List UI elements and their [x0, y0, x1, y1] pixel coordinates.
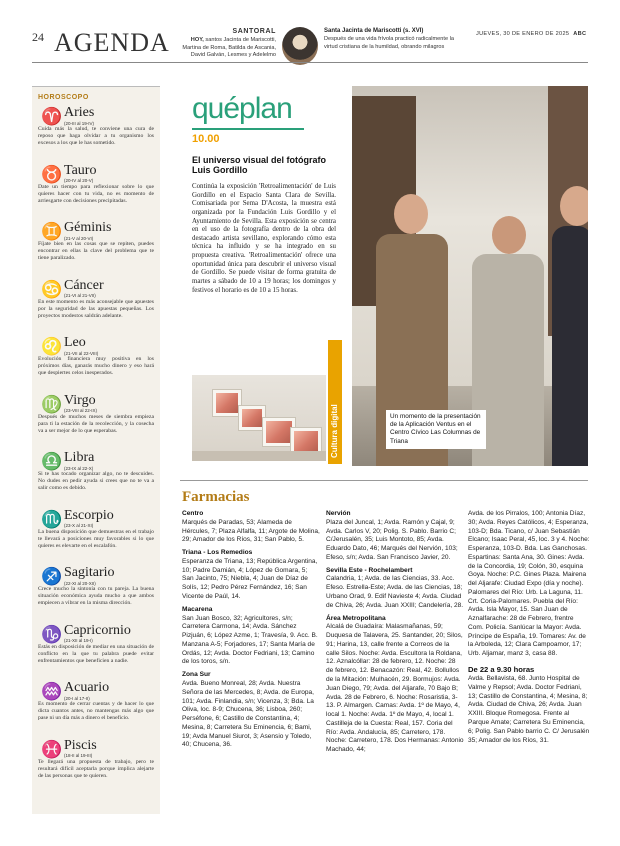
sign-dates: (20-IV al 20-V): [64, 178, 94, 184]
santoral-text: [176, 37, 276, 60]
horoscope-sign: [38, 221, 154, 279]
district-heading: Nervión: [326, 510, 351, 517]
farmacias-column-2: [326, 510, 464, 755]
pharmacy-list: Esperanza de Triana, 13; República Argentina, 10; Padre Damián, 4; López de Gomara, 5; San Jacinto, 75; Niebla, 4; Juan de Díaz de Solís, 12; Pedro Pérez Fernández, 16; San Vicente de Paúl, 14.: [182, 557, 318, 601]
santoral-title: SANTORAL: [232, 28, 276, 35]
horoscope-sign: [38, 164, 154, 222]
sign-dates: (18-II al 19-III): [64, 753, 93, 759]
sign-text: La buena disposición que demuestras en el trabajo te llevará a posiciones muy favorables si lo que quieres es elevarte en el escalafón.: [38, 528, 154, 549]
queplan-logo-rule: [192, 128, 304, 130]
horoscope-sign: [38, 279, 154, 337]
photo-caption: Un momento de la presentación de la Aplicación Ventus en el Centro Cívico Las Columnas de Triana: [386, 410, 486, 449]
sign-text: Te llegará una propuesta de trabajo, pero te resultará difícil aceptarla porque implica alejarte de las personas que te quieren.: [38, 758, 154, 779]
zodiac-icon: ♈: [41, 107, 63, 126]
sign-dates: (22-XI al 20-XII): [64, 580, 96, 586]
sign-dates: (20-III al 19-IV): [64, 120, 95, 126]
santoral-block: [176, 28, 276, 60]
sign-name: Cáncer: [64, 277, 104, 293]
sign-text: Cuida más la salud, te conviene una cura de reposo que haga olvidar a tu organismo los excesos a los que le has sometido.: [38, 126, 154, 147]
section-title: AGENDA: [54, 28, 170, 57]
paper-name: ABC: [573, 31, 587, 37]
sign-dates: (20-I al 17-II): [64, 695, 90, 701]
sign-dates: (23-X al 21-XI): [64, 523, 94, 529]
horoscope-sign: [38, 336, 154, 394]
zodiac-icon: ♐: [41, 567, 63, 586]
sign-dates: (21-XII al 19-I): [64, 638, 93, 644]
santoral-lead: HOY,: [190, 37, 204, 43]
horoscope-sign: [38, 624, 154, 682]
sign-text: Estás en disposición de mediar en una situación de conflicto en la que tu palabra puede evitar enfrentamientos que beneficien a nadie.: [38, 643, 154, 664]
sign-text: Es momento de cerrar cuentas y de hacer lo que dicta cuantos antes, no mantengas más algo que pase ni un día más a dinero el beneficio.: [38, 701, 154, 722]
sign-text: Evolución financiera muy positiva en los próximos días, ganarás mucho dinero y eso hará que despiertes celos inesperados.: [38, 356, 154, 377]
sign-name: Libra: [64, 450, 95, 465]
sign-text: Date un tiempo para reflexionar sobre lo que quieres hacer con tu vida, no es momento de arriesgarte con decisiones precipitadas.: [38, 183, 154, 204]
horoscope-sign: [38, 566, 154, 624]
sign-name: Leo: [64, 335, 86, 350]
sign-name: Virgo: [64, 392, 96, 408]
horoscope-title: HOROSCOPO: [38, 94, 89, 101]
farmacias-column-3: [468, 510, 590, 745]
exhibition-photo: [192, 375, 326, 461]
sign-text: Después de muchos meses de siembra empieza para ti la estación de la recolección, y la cosecha va a ser mejor de lo que esperabas.: [38, 413, 154, 434]
event-body: Continúa la exposición 'Retroalimentación' de Luis Gordillo en el Espacio Santa Clara de Sevilla. Comisariada por Sema D'Acosta, la muestra está organizada por la Fundación Luis Gordillo y el Ayuntamiento de Sevilla. Esta exposición se centra en el uso de la fotografía dentro de la obra del destacado artista sevillano, explorando cómo esta técnica ha influido y se ha integrado en su propuesta creativa. 'Retroalimentación' ofrece una oportunidad única para descubrir el universo visual de Gordillo. Se puede visitar de forma gratuita de martes a sábado de 10 a 19 horas; los domingos y festivos el horario es de 10 a 15 horas.: [192, 183, 336, 294]
zodiac-icon: ♒: [41, 682, 63, 701]
horoscope-sign: [38, 509, 154, 567]
person-right: [552, 146, 588, 466]
district-heading: Área Metropolitana: [326, 614, 386, 622]
date: JUEVES, 30 DE ENERO DE 2025: [476, 31, 570, 37]
sign-text: Si te has tocado organizar algo, no te descuides. No dudes en pedir ayuda si crees que no te va a salir como es debido.: [38, 471, 154, 492]
farmacias-column-1: [182, 510, 320, 750]
page-number: 24: [32, 30, 44, 44]
farmacias-rule: [180, 480, 588, 481]
sign-name: Sagitario: [64, 565, 115, 580]
zodiac-icon: ♍: [41, 394, 63, 414]
horoscope-sign: [38, 106, 154, 164]
sign-name: Capricornio: [64, 622, 131, 638]
zodiac-icon: ♌: [41, 337, 63, 356]
pharmacy-list: Calandria, 1; Avda. de las Ciencias, 33. Acc. Efeso. Estrella-Este; Avda. de las Ciencias, 18; Urbano Orad, 9. Edif Navieste 4; Avda. Ciudad de Chiva, 26; Avda. Juan XXIII; Candelería, 28.: [326, 575, 464, 609]
zodiac-icon: ♎: [41, 452, 63, 471]
sign-text: Fíjate bien en las cosas que se repiten, puedes encontrar en ellas la clave del problema que te tiene paralizado.: [38, 241, 154, 262]
sign-name: Escorpio: [64, 507, 114, 523]
sign-text: En este momento es más aconsejable que apuestes por la seguridad de las apuestas pequeñas. Los proyectos modestos saldrán adelante.: [38, 298, 154, 319]
farmacias-title: Farmacias: [182, 489, 250, 505]
dateline: [476, 31, 586, 37]
horoscope-list: [38, 106, 154, 796]
saint-description: Después de una vida frívola practicó radicalmente la virtud cristiana de la humildad, obrando milagros: [324, 36, 454, 50]
sign-dates: (21-VI al 21-VII): [64, 293, 96, 299]
saint-portrait-image: [282, 27, 318, 65]
horoscope-sign: [38, 681, 154, 739]
district-heading: Macarena: [182, 605, 213, 613]
horoscope-sign: [38, 451, 154, 509]
zodiac-icon: ♋: [41, 279, 63, 299]
sign-name: Acuario: [64, 680, 110, 695]
district-heading: Zona Sur: [182, 671, 211, 679]
santoral-saints: santos Jacinta de Mariscotti, Martina de Roma, Batilda de Ascania, David Galván, Lesmes y Adelelmo: [182, 37, 276, 59]
saint-of-day: [324, 28, 454, 51]
horoscope-panel: [32, 86, 160, 814]
pharmacy-list: Marqués de Paradas, 53; Alameda de Hércules, 7; Plaza Alfalfa, 11; Argote de Molina, 29; Amador de los Ríos, 31; San Pablo, 5.: [182, 518, 320, 544]
sign-dates: (21-VII al 22-VIII): [64, 350, 99, 356]
sign-name: Tauro: [64, 162, 97, 178]
header-rule: [32, 62, 588, 63]
zodiac-icon: ♏: [41, 509, 63, 529]
sign-text: Crece mucho la sintonía con tu pareja. La buena situación económica ayuda mucho a que ambos empiecen a vibrar en la misma dirección.: [38, 586, 154, 607]
pharmacy-list: Avda. Bellavista, 68. Junto Hospital de Valme y Repsol; Avda. Doctor Fedriani, 13; Castillo de Constantina, 4; Mesina, 8; Avda. Ciudad de Chiva, 26; Avda. Juan XXIII. Bloque Romegosa. Frente al Parque Amate; Carretera Su Eminencia, 6; Polig. San Pablo barrio C. C/ Jerusalén 35; Amador de los Ríos, 31.: [468, 675, 590, 744]
zodiac-icon: ♉: [41, 164, 63, 184]
pharmacy-list: San Juan Bosco, 32; Agricultores, s/n; Carretera Carmona, 14; Avda. Sánchez Pizjuán, 6; López Azme, 1; Travesía, 9. Acc. B. Manzana A-5; Forjadores, 17; Santa María de Ordás, 12; Avda. Doctor Fedriani, 13; Camino de los toros, s/n.: [182, 614, 318, 666]
horoscope-sign: [38, 394, 154, 452]
pharmacy-list: Avda. de los Pirralos, 100; Antonia Díaz, 30; Avda. Reyes Católicos, 4; Esperanza, 103-D; Bda. Ticano, c/ Juan Sebastián Elcano; Isaac Peral, 45, loc. 3 y 4. Noche: Esperanza, 103-D. Bda. Las Ganchosas. Espartinas: Santa Ana, 30. Gines: Avda. de la Concordia, 19; Colón, 30, esquina Goya. Noche: P.C. Gines Plaza. Mairena del Aljarafe: Ciudad Expo (día y noche). Palomares del Río: Urb. La Laguna, 11. Crt. Coria-Palomares. Puebla del Río: Avda. Isla Mayor, 15. San Juan de Aznalfarache: 28 de Febrero, frentre Com. Policía. Sanlúcar la Mayor: Avda. Príncipe de España, 19. Tomares: Av. de la Arboleda, 12; Clara Campoamor, 17; Urb. Aljamar, manz 3, casa 88.: [468, 510, 590, 658]
pharmacy-list: Avda. Bueno Monreal, 28; Avda. Nuestra Señora de las Mercedes, 8; Avda. de Europa, 101; Avda. Finlandia, s/n; Vicenza, 3; Bda. La Oliva, loc. 8-9; Chucena, 36; Lisboa, 260; Perséfone, 6; Castillo de Constantina, 4; Mesina, 8; Carretera Su Eminencia, 6; Bami, 19; Avda Manuel Siurot, 3; Asensio y Toledo, 40; Chucena, 36.: [182, 680, 314, 749]
sign-dates: (21-V al 20-VI): [64, 235, 94, 241]
district-heading: Triana - Los Remedios: [182, 549, 253, 557]
zodiac-icon: ♑: [41, 624, 63, 644]
queplan-logo: quéplan: [192, 92, 292, 125]
sign-name: Aries: [64, 105, 95, 120]
horoscope-sign: [38, 739, 154, 797]
sign-name: Piscis: [64, 737, 97, 753]
sign-name: Géminis: [64, 220, 112, 235]
district-heading: Sevilla Este - Rochelambert: [326, 566, 413, 574]
pharmacy-list: Plaza del Juncal, 1; Avda. Ramón y Cajal, 9; Avda. Carlos V, 20; Polig. S. Pablo. Barrio C; C/Jerusalén, 35; Luis Montoto, 85; Avda. Eduardo Dato, 46; Marqués del Nervión, 103; Efeso, s/n; Avda. San Francisco Javier, 20.: [326, 518, 458, 561]
section-band-label: Cultura digital: [330, 404, 339, 458]
presentation-photo: [352, 86, 588, 466]
sign-dates: (23-VIII al 22-IX): [64, 408, 98, 414]
pharmacy-list: Alcalá de Guadaíra: Malasmañanas, 59; Duquesa de Talavera, 25. Santander, 20; Silos, 91; Harina, 13, calle frente a Correos de la calle Silos. Noche: Avda. Escultora la Roldana, 12. Aznalcóllar: 28 de febrero, 12. Noche: 28 de febrero, 12. Benacazón: Real, 42. Bollullos de la Mitación: Mulhacén, 29. Bormujos: Avda. Juan Diego, 79; Avda. del Aljarafe, 70 Bajo B; Avda. 28 de Febrero, 6. Noche: Rosaristia, 3-13. P. Almargen. Camas: Avda. 1º de Mayo, 4, local 1. Noche: Avda. 1º de Mayo, 4, local 1. Castilleja de la Cuesta: Real, 157. Coria del Río: Avda. Andalucía, 85; Carretero, 178. Noche: Carretero, 178. Dos Hermanas: Antonio Machado, 44;: [326, 623, 464, 754]
saint-name: Santa Jacinta de Mariscotti (s. XVI): [324, 28, 424, 34]
district-heading: De 22 a 9.30 horas: [468, 665, 535, 675]
event-headline: El universo visual del fotógrafo Luis Gordillo: [192, 155, 327, 176]
event-time: 10.00: [192, 133, 220, 145]
zodiac-icon: ♓: [41, 739, 63, 759]
district-heading: Centro: [182, 510, 204, 517]
zodiac-icon: ♊: [41, 222, 63, 241]
sign-dates: (23-IX al 22-X): [64, 465, 94, 471]
